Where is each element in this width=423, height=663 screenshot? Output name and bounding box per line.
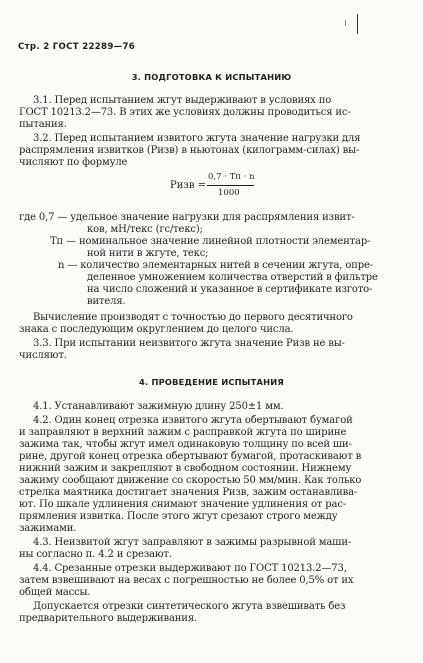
text-line: 4.3. Неизвитой жгут заправляют в зажимы разрывной маши- [33, 537, 352, 548]
text-line: нижний зажим и закрепляют в свободном состоянии. Нижнему [19, 463, 352, 474]
definition-line: ной нити в жгуте, текс; [87, 248, 209, 259]
text-line: ют. По шкале удлинения снимают значение удлинения от рас- [19, 499, 347, 510]
scan-mark [357, 14, 358, 34]
text-line: рине, другой конец отрезка обертывают бумагой, протаскивают в [19, 451, 362, 462]
text-line: стрелка маятника достигает значения Pизв, зажим останавлива- [19, 487, 358, 498]
text-line: зажимами. [19, 523, 77, 534]
definition-line: где 0,7 — удельное значение нагрузки для распрямления извит- [19, 212, 355, 223]
text-line: ны согласно п. 4.2 и срезают. [19, 549, 172, 560]
text-line: и заправляют в верхний зажим с расправкой жгута по ширине [19, 427, 347, 438]
text-line: зажиму сообщают движение со скоростью 50 мм/мин. Как только [19, 475, 362, 486]
text-line: знака с последующим округлением до целого числа. [19, 324, 294, 335]
formula-denominator: 1000 [218, 188, 240, 198]
text-line: 3.2. Перед испытанием извитого жгута значение нагрузки для [33, 133, 361, 144]
definition-line: Tп — номинальное значение линейной плотности элементар- [50, 236, 371, 247]
fraction-bar [207, 185, 254, 186]
text-line: пытания. [19, 119, 67, 130]
text-line: предварительного выдерживания. [19, 613, 198, 624]
definition-line: деленное умножением количества отверстий в фильтре [87, 272, 378, 283]
text-line: 4.4. Срезанные отрезки выдерживают по ГОСТ 10213.2—73, [33, 563, 347, 574]
definition-line: n — количество элементарных нитей в сечении жгута, опре- [58, 260, 373, 271]
text-line: ГОСТ 10213.2—73. В этих же условиях должны проводиться ис- [19, 107, 351, 118]
text-line: общей массы. [19, 587, 91, 598]
formula [170, 172, 290, 202]
text-line: Допускается отрезки синтетического жгута взвешивать без [33, 601, 346, 612]
text-line: 4.2. Один конец отрезка извитого жгута обертывают бумагой [33, 415, 353, 426]
formula-lhs: Pизв = [170, 180, 207, 191]
text-line: числяют. [19, 350, 67, 361]
definition-line: на число сложений и указанное в сертификате изгото- [87, 284, 373, 295]
text-line: распрямления извитков (Pизв) в ньютонах (килограмм-силах) вы- [19, 145, 360, 156]
text-line: Вычисление производят с точностью до первого десятичного [33, 312, 353, 323]
definition-line: ков, мН/текс (гс/текс); [87, 224, 203, 235]
text-line: числяют по формуле [19, 157, 128, 168]
text-line: прямления извитка. После этого жгут срезают строго между [19, 511, 338, 522]
section-4-title: 4. ПРОВЕДЕНИЕ ИСПЫТАНИЯ [139, 377, 284, 387]
formula-numerator: 0,7 · Tп · n [208, 172, 255, 182]
section-3-title: 3. ПОДГОТОВКА К ИСПЫТАНИЮ [131, 72, 292, 82]
text-line: зажима так, чтобы жгут имел одинаковую толщину по всей ши- [19, 439, 352, 450]
text-line: 4.1. Устанавливают зажимную длину 250±1 мм. [33, 401, 284, 412]
text-line: 3.1. Перед испытанием жгут выдерживают в условиях по [33, 95, 332, 106]
scan-mark [345, 20, 346, 26]
text-line: затем взвешивают на весах с погрешностью не более 0,5% от их [19, 575, 354, 586]
page-header: Стр. 2 ГОСТ 22289—76 [18, 42, 136, 52]
text-line: 3.3. При испытании неизвитого жгута значение Pизв не вы- [33, 338, 345, 349]
definition-line: вителя. [87, 296, 126, 307]
